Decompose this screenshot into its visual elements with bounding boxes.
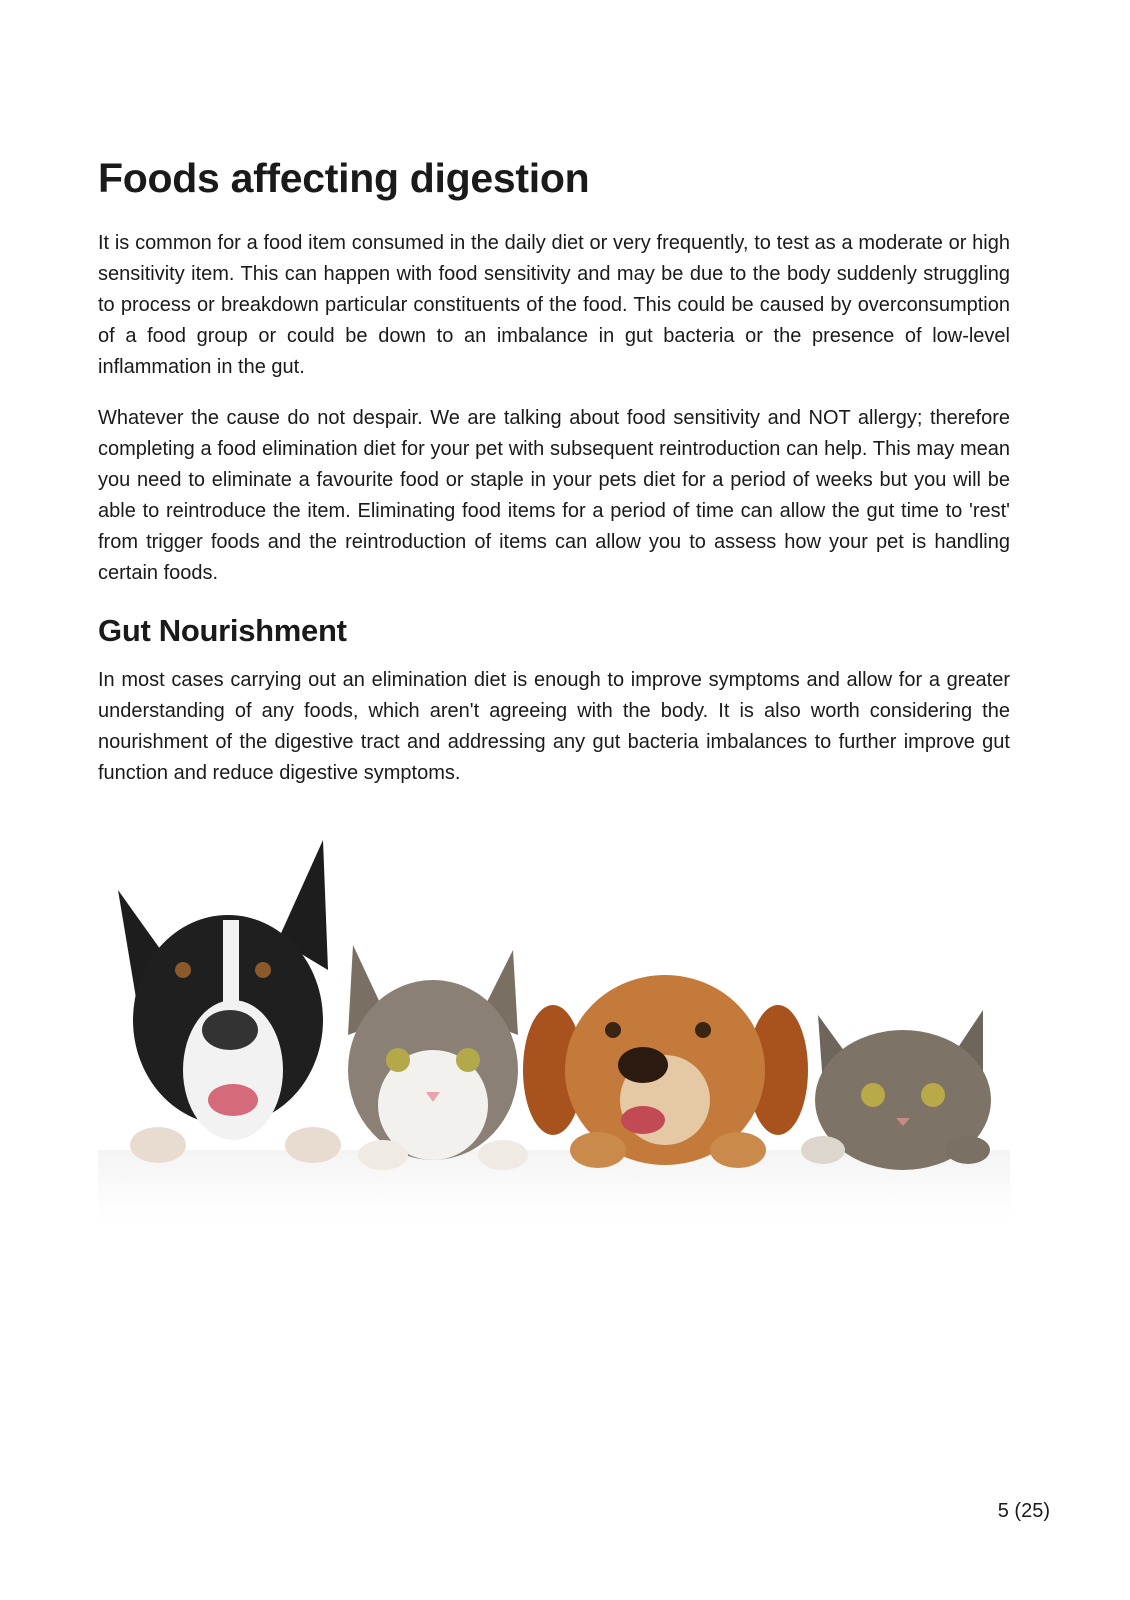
cat-tabby [801,1010,991,1170]
paragraph-1: It is common for a food item consumed in the daily diet or very frequently, to test as a moderate or high sensitivity item. This can happen with food sensitivity and may be due to the body suddenly struggling to process or breakdown particular constituents of the food. This could be caused by overconsumption of a food group or could be down to an imbalance in gut bacteria or the presence of low-level inflammation in the gut. [98,232,1010,378]
dog-brown [523,975,808,1168]
paragraph-2: Whatever the cause do not despair. We are talking about food sensitivity and NOT allergy; therefore completing a food elimination diet for your pet with subsequent reintroduction can help. This may mean you need to eliminate a favourite food or staple in your pets diet for a period of weeks but you will be able to reintroduce the item. Eliminating food items for a period of time can allow the gut time to 'rest' from trigger foods and the reintroduction of items can allow you to assess how your pet is handling certain foods. [98,407,1010,584]
page-number: 5 (25) [997,1500,1050,1522]
dog-black-white [118,840,341,1163]
section-heading: Gut Nourishment [98,613,347,648]
page-title: Foods affecting digestion [98,155,590,201]
page-content [98,150,1010,809]
pets-photo [98,820,1010,1220]
cat-tabby-white [348,945,528,1170]
paragraph-3: In most cases carrying out an elimination diet is enough to improve symptoms and allow for a greater understanding of any foods, which aren't agreeing with the body. It is also worth considering the nourishment of the digestive tract and addressing any gut bacteria imbalances to further improve gut function and reduce digestive symptoms. [98,669,1010,784]
